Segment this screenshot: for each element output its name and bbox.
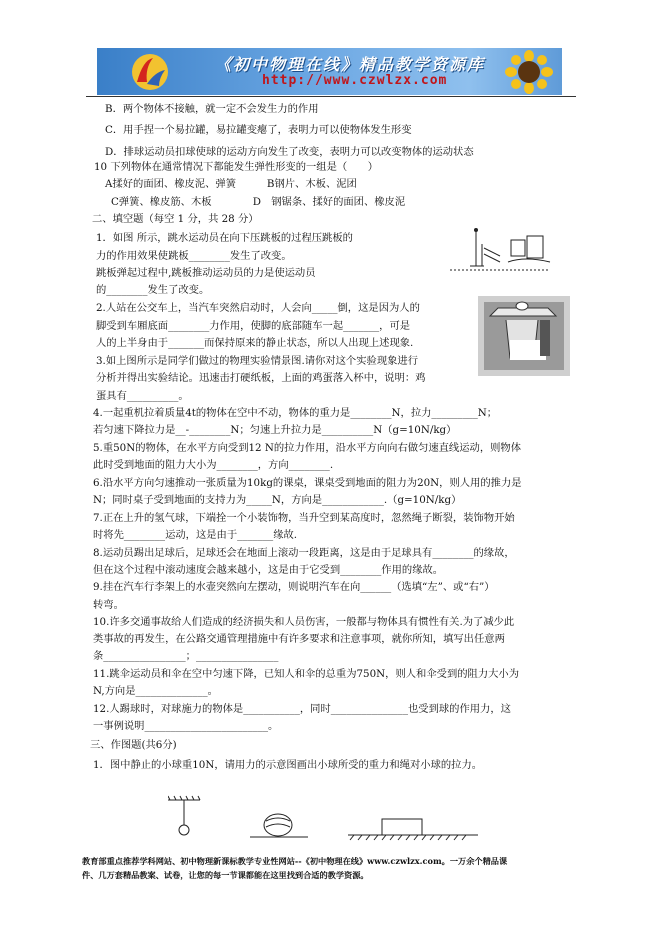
text-line: 蛋具有__________。 bbox=[96, 390, 189, 402]
text-line: 若匀速下降拉力是__-________N；匀速上升拉力是__________N（g=10N/kg） bbox=[93, 424, 457, 436]
header-banner bbox=[97, 48, 562, 95]
text-line: C．用手捏一个易拉罐，易拉罐变瘪了，表明力可以使物体发生形变 bbox=[105, 124, 412, 136]
text-line: 转弯。 bbox=[93, 599, 124, 611]
text-line: N,方向是______________。 bbox=[93, 685, 218, 697]
section-heading: 三、作图题(共6分) bbox=[90, 739, 177, 751]
text-line: 但在这个过程中滚动速度会越来越小，这是由于它受到________作用的缘故。 bbox=[93, 564, 444, 576]
text-line: 8.运动员踢出足球后，足球还会在地面上滚动一段距离，这是由于足球具有________的缘故， bbox=[93, 547, 515, 559]
text-line: 5.重50N的物体，在水平方向受到12 N的拉力作用，沿水平方向向右做匀速直线运动，则物体 bbox=[93, 442, 522, 454]
text-line: 6.沿水平方向匀速推动一张质量为10kg的课桌，课桌受到地面的阻力为20N，则人用的推力是 bbox=[93, 477, 522, 489]
text-line: 此时受到地面的阻力大小为________，方向________. bbox=[93, 459, 334, 471]
text-line: 人的上半身由于_______而保持原来的静止状态，所以人出现上述现象. bbox=[96, 337, 414, 349]
text-line: 10 下列物体在通常情况下都能发生弹性形变的一组是（ ） bbox=[94, 161, 379, 173]
text-line: 11.跳伞运动员和伞在空中匀速下降，已知人和伞的总重为750N，则人和伞受到的阻力大小为 bbox=[93, 668, 520, 680]
diver-springboard-figure bbox=[430, 226, 562, 276]
header-title: 《初中物理在线》精品教学资源库 bbox=[215, 55, 486, 74]
footer bbox=[82, 854, 582, 882]
egg-cup-figure bbox=[478, 296, 570, 376]
text-line: 2.人站在公交车上，当汽车突然启动时，人会向_____倒，这是因为人的 bbox=[96, 302, 420, 314]
text-line: 9.挂在汽车行李架上的水壶突然向左摆动，则说明汽车在向______（选填“左”、或“右”） bbox=[93, 581, 495, 593]
text-line: 4.一起重机拉着质量4t的物体在空中不动，物体的重力是________N，拉力_________N； bbox=[93, 407, 498, 419]
sunflower-icon bbox=[504, 50, 554, 94]
text-line: 10.许多交通事故给人们造成的经济损失和人员伤害，一般都与物体具有惯性有关.为了减少此 bbox=[93, 616, 515, 628]
text-line: 脚受到车厢底面________力作用，使脚的底部随车一起_______，可是 bbox=[96, 320, 411, 332]
header-url[interactable]: http://www.czwlzx.com bbox=[262, 73, 448, 88]
text-line: 12.人踢球时，对球施力的物体是___________，同时_______________也受到球的作用力，这 bbox=[93, 703, 511, 715]
text-line: 7.正在上升的氢气球，下端拴一个小装饰物，当升空到某高度时，忽然绳子断裂，装饰物开始 bbox=[93, 512, 515, 524]
text-line: 时将先________运动，这是由于_______缘故. bbox=[93, 529, 298, 541]
text-line: N；同时桌子受到地面的支持力为_____N，方向是____________.（g=10N/kg） bbox=[93, 494, 462, 506]
text-line: A揉好的面团、橡皮泥、弹簧 B钢片、木板、泥团 bbox=[105, 178, 357, 190]
header-rule bbox=[86, 96, 576, 97]
text-line: 分析并得出实验结论。迅速击打硬纸板，上面的鸡蛋落入杯中，说明：鸡 bbox=[96, 372, 426, 384]
text-line: 1．图中静止的小球重10N，请用力的示意图画出小球所受的重力和绳对小球的拉力。 bbox=[93, 759, 483, 771]
text-line: 3.如上图所示是同学们做过的物理实验情景图.请你对这个实验现象进行 bbox=[96, 355, 419, 367]
footer-line: 教育部重点推荐学科网站、初中物理新课标教学专业性网站--《初中物理在线》www.czwlzx.com。一万余个精品课 bbox=[82, 856, 508, 866]
text-line: C弹簧、橡皮筋、木板 D 钢锯条、揉好的面团、橡皮泥 bbox=[111, 196, 406, 208]
text-line: B．两个物体不接触，就一定不会发生力的作用 bbox=[105, 103, 319, 115]
text-line: 一事例说明________________________。 bbox=[93, 720, 279, 732]
force-diagram-figures bbox=[168, 795, 478, 841]
logo-icon bbox=[129, 52, 171, 92]
text-line: 跳板弹起过程中,跳板推动运动员的力是使运动员 bbox=[96, 267, 316, 279]
footer-line: 件、几万套精品教案、试卷，让您的每一节课都能在这里找到合适的教学资源。 bbox=[82, 870, 369, 880]
text-line: 类事故的再发生，在公路交通管理措施中有许多要求和注意事项，就你所知，填写出任意两 bbox=[93, 633, 505, 645]
text-line: D．排球运动员扣球使球的运动方向发生了改变，表明力可以改变物体的运动状态 bbox=[105, 146, 474, 158]
text-line: 条________________；________________ bbox=[93, 650, 279, 662]
text-line: 的________发生了改变。 bbox=[96, 284, 210, 296]
section-heading: 二、填空题（每空 1 分，共 28 分） bbox=[92, 213, 259, 225]
text-line: 1．如图 所示，跳水运动员在向下压跳板的过程压跳板的 bbox=[96, 232, 353, 244]
text-line: 力的作用效果使跳板________发生了改变。 bbox=[96, 250, 292, 262]
